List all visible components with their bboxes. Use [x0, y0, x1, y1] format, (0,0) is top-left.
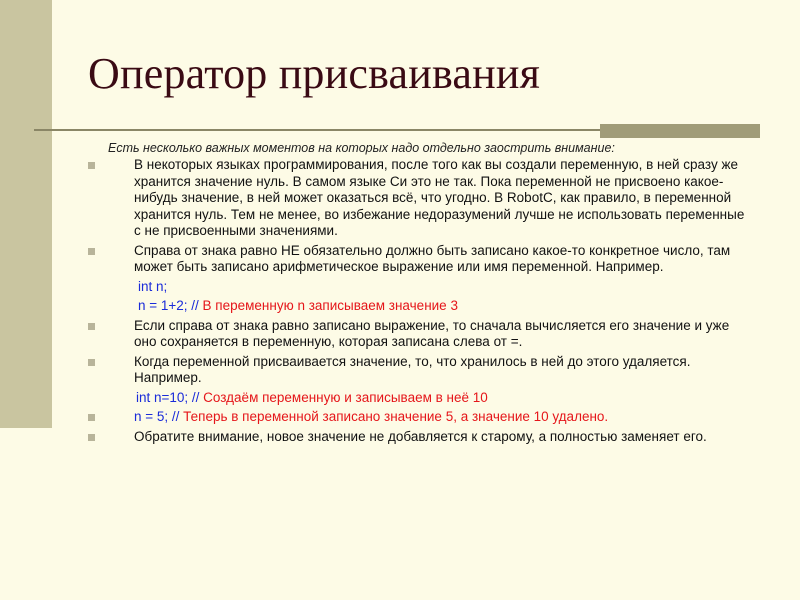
code-line — [84, 298, 752, 315]
bullet-item — [84, 157, 752, 240]
bullet-text: Если справа от знака равно записано выражение, то сначала вычисляется его значение и уже оно сохраняется в переменную, которая записана слева от =. — [134, 317, 730, 349]
code-line — [84, 279, 752, 296]
decorative-side-band — [0, 0, 52, 428]
square-bullet-icon — [88, 359, 95, 366]
slide-title: Оператор присваивания — [88, 49, 541, 98]
bullet-text: Обратите внимание, новое значение не добавляется к старому, а полностью заменяет его. — [134, 428, 707, 444]
title-divider — [34, 129, 604, 131]
square-bullet-icon — [88, 414, 95, 421]
bullet-text: Когда переменной присваивается значение, то, что хранилось в ней до этого удаляется. Например. — [134, 353, 691, 385]
decorative-accent-bar — [600, 124, 760, 138]
square-bullet-icon — [88, 323, 95, 330]
slide-body — [84, 157, 752, 448]
bullet-item — [84, 243, 752, 276]
code-comment: В переменную n записываем значение 3 — [198, 298, 458, 313]
bullet-item — [84, 429, 752, 446]
bullet-text: В некоторых языках программирования, после того как вы создали переменную, в ней сразу же хранится значение нуль. В самом языке Си это не так. Пока переменной не присвоено какое-нибудь значение, в ней может оказаться всё, что угодно. В RobotC, как правило, в переменной хранится нуль. Тем не менее, во избежание недоразумений лучше не использовать переменные с не присвоенными значениями. — [134, 157, 745, 238]
code-line — [84, 390, 752, 407]
bullet-item — [84, 318, 752, 351]
bullet-item — [84, 354, 752, 387]
code-text: int n=10; // — [136, 389, 200, 405]
bullet-text: Справа от знака равно НЕ обязательно должно быть записано какое-то конкретное число, там может быть записано арифметическое выражение или имя переменной. Например. — [134, 242, 731, 274]
bullet-item — [84, 409, 752, 426]
code-comment: Создаём переменную и записываем в неё 10 — [199, 389, 488, 405]
code-comment: Теперь в переменной записано значение 5, а значение 10 удалено. — [179, 409, 609, 424]
square-bullet-icon — [88, 434, 95, 441]
square-bullet-icon — [88, 162, 95, 169]
code-text: int n; — [138, 278, 168, 294]
code-text: n = 1+2; // — [138, 298, 199, 313]
square-bullet-icon — [88, 248, 95, 255]
code-text: n = 5; // — [134, 409, 180, 424]
slide-subtitle: Есть несколько важных моментов на которых надо отдельно заострить внимание: — [108, 141, 615, 155]
